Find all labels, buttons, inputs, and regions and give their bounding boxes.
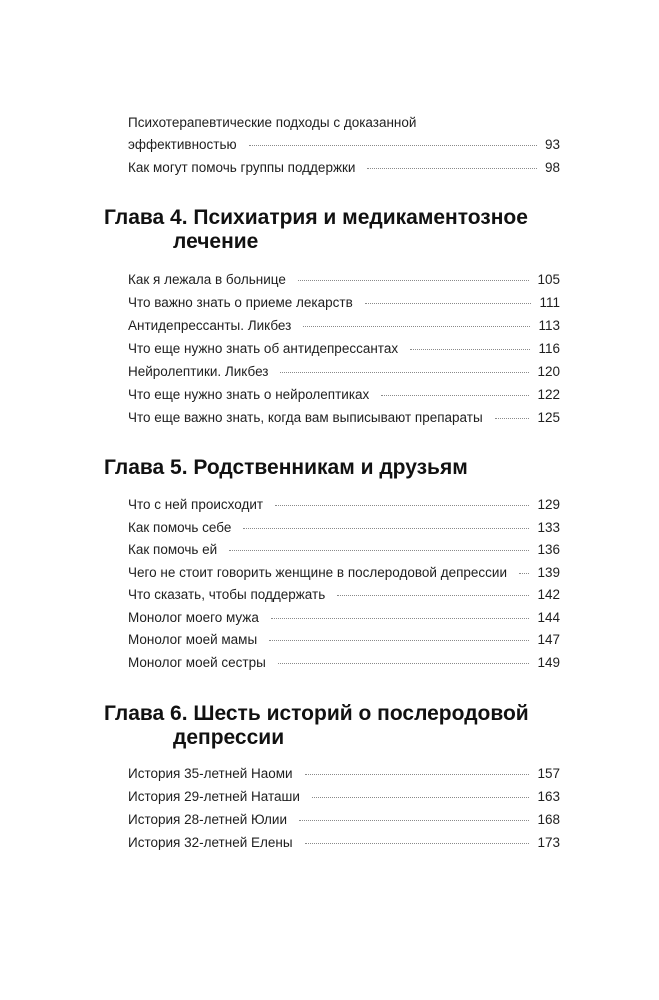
toc-entry-title: Что с ней происходит <box>128 497 264 512</box>
toc-entry <box>128 629 560 651</box>
toc-entry-title: Что важно знать о приеме лекарств <box>128 295 353 310</box>
dot-leader <box>305 774 530 775</box>
dot-leader <box>303 326 530 327</box>
toc-entry <box>128 809 560 831</box>
toc-entry <box>128 763 560 785</box>
toc-entry-title: Как могут помочь группы поддержки <box>128 160 356 175</box>
chapter-heading <box>104 456 468 480</box>
toc-entry-page: 98 <box>544 160 560 175</box>
toc-entry-page: 93 <box>544 137 560 152</box>
toc-entry-page: 173 <box>537 835 560 850</box>
dot-leader <box>278 663 530 664</box>
toc-entry-title: Что еще важно знать, когда вам выписывают препараты <box>128 410 483 425</box>
toc-entry <box>128 112 560 156</box>
toc-entry-page: 147 <box>537 632 560 647</box>
toc-entry-title: История 32-летней Елены <box>128 835 293 850</box>
toc-entry-page: 163 <box>537 789 560 804</box>
toc-entry-page: 139 <box>537 565 560 580</box>
toc-entry-page: 113 <box>538 318 560 333</box>
toc-entry-page: 136 <box>537 542 560 557</box>
toc-entry-page: 168 <box>537 812 560 827</box>
dot-leader <box>305 843 530 844</box>
dot-leader <box>243 528 529 529</box>
toc-entry <box>128 338 560 360</box>
dot-leader <box>519 573 529 574</box>
toc-entry-page: 157 <box>537 766 560 781</box>
dot-leader <box>249 145 537 146</box>
toc-entry-title: Что еще нужно знать об антидепрессантах <box>128 341 399 356</box>
toc-entry-title: Как я лежала в больнице <box>128 272 286 287</box>
toc-entry-title: Нейролептики. Ликбез <box>128 364 269 379</box>
toc-entry <box>128 315 560 337</box>
toc-entry-title: История 28-летней Юлии <box>128 812 287 827</box>
dot-leader <box>298 280 530 281</box>
toc-entry-title: Что еще нужно знать о нейролептиках <box>128 387 370 402</box>
toc-entry-page: 144 <box>537 610 560 625</box>
dot-leader <box>280 372 529 373</box>
toc-entry-title: Как помочь ей <box>128 542 218 557</box>
toc-entry-title-line1: Психотерапевтические подходы с доказанной <box>128 115 417 130</box>
toc-entry <box>128 562 560 584</box>
toc-entry-page: 133 <box>537 520 560 535</box>
toc-entry <box>128 539 560 561</box>
dot-leader <box>271 618 530 619</box>
toc-entry-page: 105 <box>537 272 560 287</box>
toc-entry <box>128 292 560 314</box>
toc-entry-page: 142 <box>537 587 560 602</box>
toc-entry-title: Монолог моей сестры <box>128 655 266 670</box>
toc-entry-page: 129 <box>537 497 560 512</box>
toc-entry-page: 122 <box>537 387 560 402</box>
dot-leader <box>269 640 529 641</box>
toc-entry-title: Антидепрессанты. Ликбез <box>128 318 292 333</box>
dot-leader <box>381 395 529 396</box>
dot-leader <box>495 418 530 419</box>
toc-entry-title: Как помочь себе <box>128 520 232 535</box>
dot-leader <box>312 797 530 798</box>
toc-entry <box>128 786 560 808</box>
toc-entry-title: Монолог моей мамы <box>128 632 258 647</box>
chapter-heading-line2: депрессии <box>173 726 285 749</box>
dot-leader <box>410 349 530 350</box>
toc-entry-page: 111 <box>539 295 560 310</box>
toc-entry <box>128 832 560 854</box>
toc-entry-title: Чего не стоит говорить женщине в послеродовой депрессии <box>128 565 508 580</box>
dot-leader <box>229 550 529 551</box>
toc-entry-title: Что сказать, чтобы поддержать <box>128 587 326 602</box>
dot-leader <box>299 820 529 821</box>
toc-entry-page: 116 <box>538 341 560 356</box>
toc-entry-page: 149 <box>537 655 560 670</box>
chapter-heading-line1: Глава 4. Психиатрия и медикаментозное <box>104 206 528 229</box>
toc-entry <box>128 361 560 383</box>
toc-entry <box>128 384 560 406</box>
dot-leader <box>275 505 529 506</box>
toc-entry <box>128 652 560 674</box>
chapter-heading <box>104 206 528 254</box>
toc-entry-page: 125 <box>537 410 560 425</box>
toc-entry-title: История 35-летней Наоми <box>128 766 293 781</box>
toc-entry <box>128 269 560 291</box>
dot-leader <box>367 168 537 169</box>
toc-entry-title: Монолог моего мужа <box>128 610 259 625</box>
toc-entry <box>128 407 560 429</box>
toc-entry <box>128 607 560 629</box>
chapter-heading-line1: Глава 5. Родственникам и друзьям <box>104 456 468 479</box>
toc-entry-title: эффективностью <box>128 137 237 152</box>
chapter-heading-line2: лечение <box>173 230 259 253</box>
toc-entry <box>128 494 560 516</box>
toc-entry <box>128 157 560 179</box>
toc-entry-page: 120 <box>537 364 560 379</box>
toc-entry <box>128 584 560 606</box>
dot-leader <box>337 595 529 596</box>
toc-entry-title: История 29-летней Наташи <box>128 789 300 804</box>
dot-leader <box>365 303 532 304</box>
toc-entry <box>128 517 560 539</box>
chapter-heading-line1: Глава 6. Шесть историй о послеродовой <box>104 702 529 725</box>
chapter-heading <box>104 702 529 750</box>
